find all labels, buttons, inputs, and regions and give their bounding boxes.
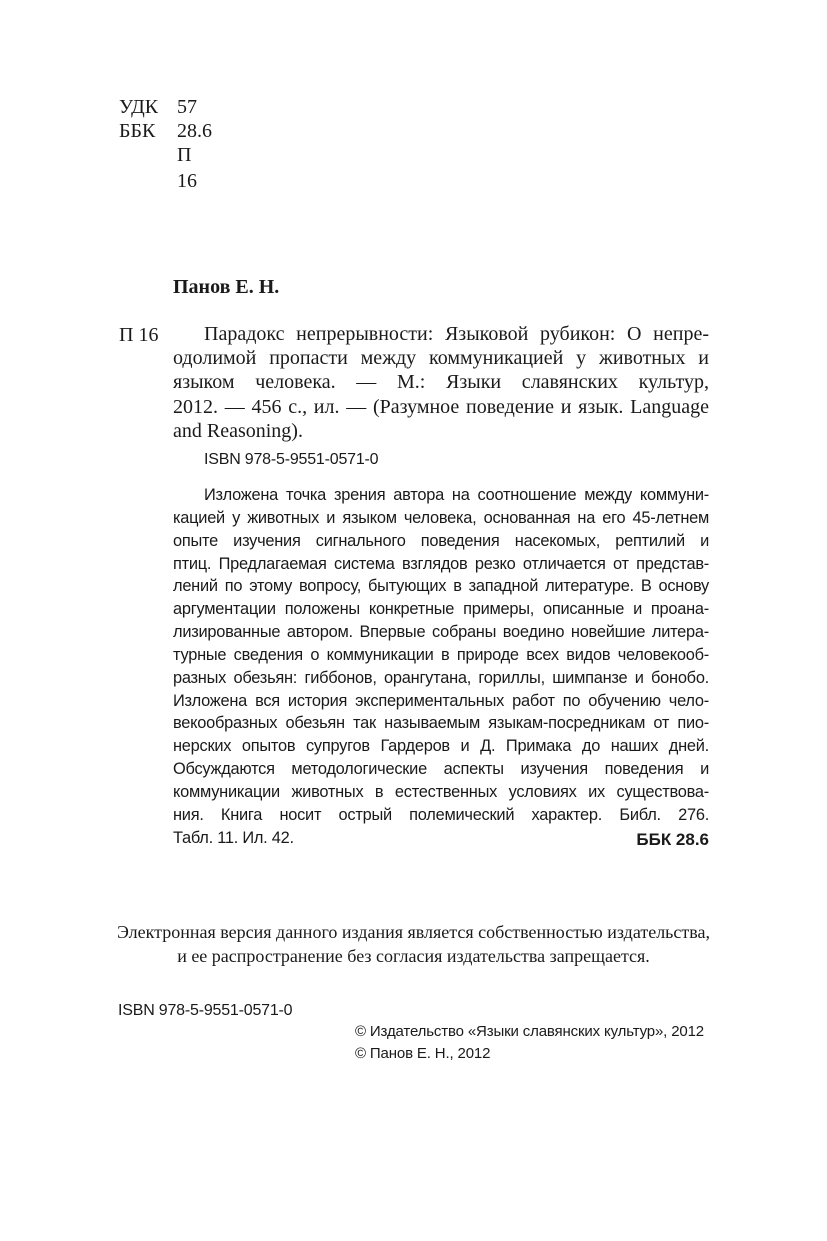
author-mark: П 16 (177, 144, 197, 192)
copyright-publisher: © Издательство «Языки славянских культур», 2012 (355, 1023, 704, 1040)
udk-value: 57 (177, 96, 197, 118)
annotation-line: Изложена точка зрения автора на соотношение между коммуни- (204, 486, 709, 504)
annotation-line: птиц. Предлагаемая система взглядов резко отличается от представ- (173, 554, 709, 573)
annotation-line: разных обезьян: гиббонов, орангутана, гориллы, шимпанзе и бонобо. (173, 668, 709, 687)
annotation (173, 484, 709, 850)
annotation-line: опыте изучения сигнального поведения насекомых, рептилий и (173, 531, 709, 550)
notice-line-2: и ее распространение без согласия издательства запрещается. (177, 946, 650, 966)
bib-line: одолимой пропасти между коммуникацией у животных и (173, 347, 709, 370)
annotation-bbk: ББК 28.6 (636, 830, 709, 849)
bibliographic-description (173, 322, 709, 443)
annotation-line: Табл. 11. Ил. 42. (173, 828, 294, 847)
annotation-line: коммуникации животных в естественных условиях их существова- (173, 782, 709, 801)
bib-line: Парадокс непрерывности: Языковой рубикон: О непре- (204, 323, 709, 345)
annotation-line: лений по этому вопросу, бытующих в западной литературе. В основу (173, 577, 709, 596)
author-heading: Панов Е. Н. (173, 276, 280, 298)
annotation-line: кацией у животных и языком человека, основанная на его 45-летнем (173, 508, 709, 527)
udk-label: УДК (119, 96, 159, 118)
annotation-line: аргументации положены конкретные примеры, описанные и проана- (173, 600, 709, 619)
annotation-line: Изложена вся история экспериментальных работ по обучению чело- (173, 691, 709, 710)
bib-line: and Reasoning). (173, 419, 303, 442)
isbn-bottom: ISBN 978-5-9551-0571-0 (118, 1002, 293, 1019)
isbn-description: ISBN 978-5-9551-0571-0 (204, 451, 379, 468)
notice-line-1: Электронная версия данного издания является собственностью издательства, (117, 922, 710, 942)
annotation-line: векообразных обезьян так называемым языкам-посредникам от пио- (173, 714, 709, 733)
bibliographic-code: П 16 (119, 324, 159, 346)
annotation-line: нерских опытов супругов Гардеров и Д. Примака до наших дней. (173, 737, 709, 756)
bbk-value: 28.6 (177, 120, 212, 142)
bib-line: языком человека. — М.: Языки славянских культур, (173, 371, 709, 394)
bib-line: 2012. — 456 с., ил. — (Разумное поведение и язык. Language (173, 395, 709, 418)
annotation-line: турные сведения о коммуникации в природе всех видов человекооб- (173, 645, 709, 664)
annotation-line: Обсуждаются методологические аспекты изучения поведения и (173, 760, 709, 779)
annotation-line: лизированные автором. Впервые собраны воедино новейшие литера- (173, 623, 709, 642)
copyright-author: © Панов Е. Н., 2012 (355, 1045, 491, 1062)
bbk-label: ББК (119, 120, 156, 142)
annotation-line: ния. Книга носит острый полемический характер. Библ. 276. (173, 805, 709, 824)
